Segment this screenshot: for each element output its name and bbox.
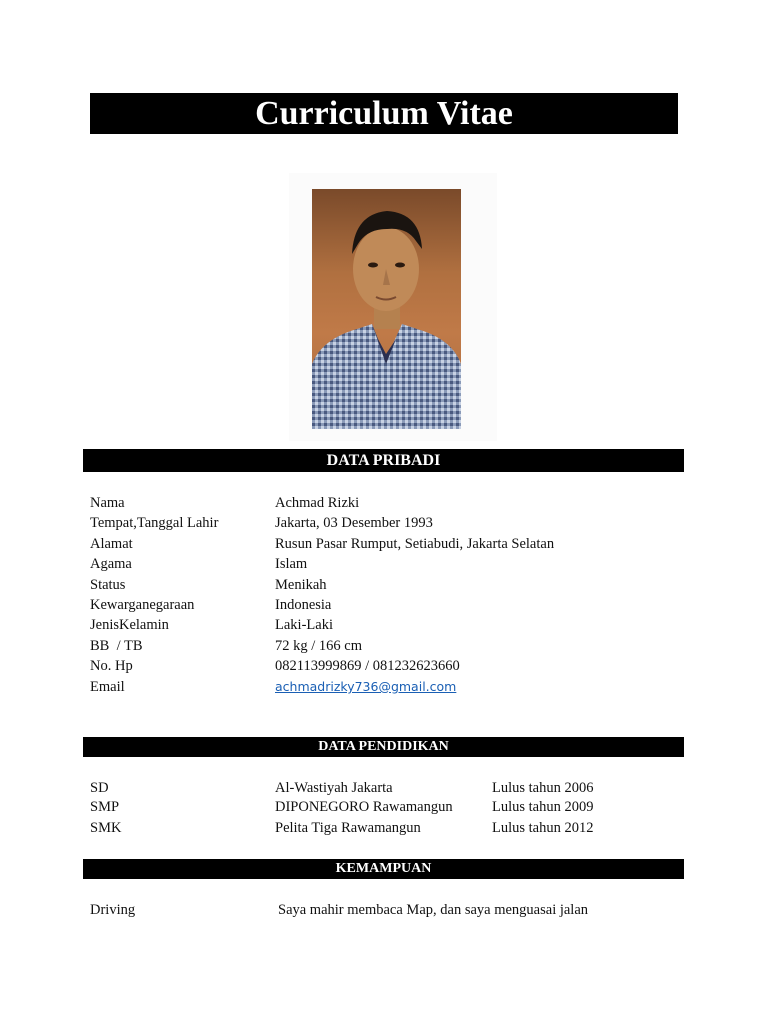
info-label: Status: [90, 577, 126, 593]
email-link[interactable]: achmadrizky736@gmail.com: [275, 679, 457, 694]
info-value: 72 kg / 166 cm: [275, 638, 362, 654]
education-row: [0, 778, 768, 798]
info-label: BB / TB: [90, 638, 143, 654]
page-title: Curriculum Vitae: [90, 93, 678, 134]
person-portrait-icon: [312, 189, 461, 429]
profile-photo: [312, 189, 461, 429]
education-year: Lulus tahun 2006: [492, 780, 594, 796]
info-row: [0, 656, 768, 676]
education-level: SMK: [90, 820, 122, 836]
education-school: DIPONEGORO Rawamangun: [275, 799, 453, 815]
info-value: 082113999869 / 081232623660: [275, 658, 460, 674]
info-label: Kewarganegaraan: [90, 597, 195, 613]
info-label: Agama: [90, 556, 132, 572]
section-heading-data-pendidikan: DATA PENDIDIKAN: [83, 737, 684, 757]
info-row: [0, 636, 768, 656]
info-label: Alamat: [90, 536, 133, 552]
education-row: [0, 797, 768, 817]
education-year: Lulus tahun 2012: [492, 820, 594, 836]
info-row: [0, 575, 768, 595]
education-level: SMP: [90, 799, 120, 815]
education-year: Lulus tahun 2009: [492, 799, 594, 815]
education-school: Al-Wastiyah Jakarta: [275, 780, 393, 796]
education-row: [0, 818, 768, 838]
skill-label: Driving: [90, 902, 136, 918]
info-value: Laki-Laki: [275, 617, 333, 633]
section-heading-kemampuan: KEMAMPUAN: [83, 859, 684, 879]
info-row: [0, 615, 768, 635]
info-label: Email: [90, 679, 125, 695]
info-value: Menikah: [275, 577, 327, 593]
skill-description: Saya mahir membaca Map, dan saya menguasai jalan: [278, 902, 589, 918]
info-label: Nama: [90, 495, 125, 511]
info-value: Achmad Rizki: [275, 495, 360, 511]
info-label: JenisKelamin: [90, 617, 169, 633]
section-heading-data-pribadi: DATA PRIBADI: [83, 449, 684, 472]
education-level: SD: [90, 780, 109, 796]
info-label: No. Hp: [90, 658, 133, 674]
info-row: [0, 595, 768, 615]
info-row: [0, 554, 768, 574]
info-value: Jakarta, 03 Desember 1993: [275, 515, 433, 531]
education-school: Pelita Tiga Rawamangun: [275, 820, 421, 836]
info-value: Rusun Pasar Rumput, Setiabudi, Jakarta Selatan: [275, 536, 555, 552]
info-row: [0, 513, 768, 533]
info-row: [0, 677, 768, 697]
info-row: [0, 534, 768, 554]
skill-row: [0, 900, 768, 920]
info-label: Tempat,Tanggal Lahir: [90, 515, 219, 531]
info-value: Islam: [275, 556, 308, 572]
info-value: Indonesia: [275, 597, 332, 613]
info-row: [0, 493, 768, 513]
